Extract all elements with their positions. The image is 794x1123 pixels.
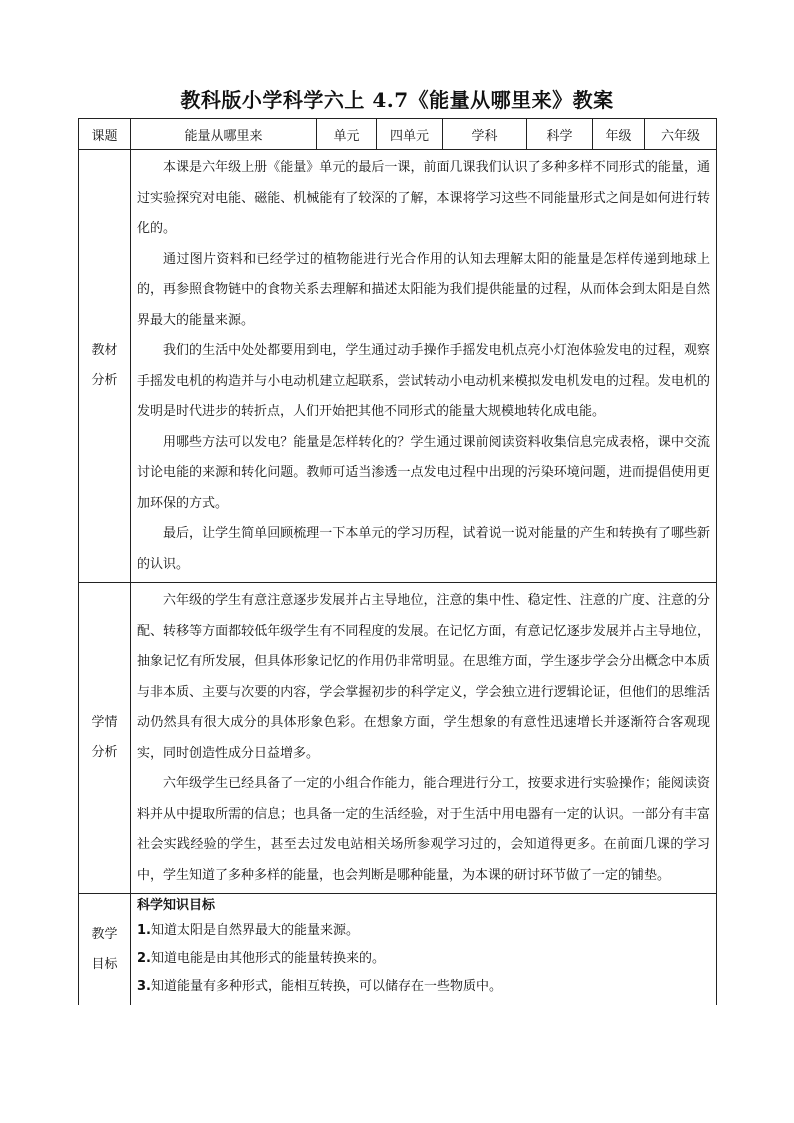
learner-analysis-row	[79, 583, 717, 894]
teaching-goals-content	[131, 894, 717, 1006]
paragraph: 六年级学生已经具备了一定的小组合作能力，能合理进行分工，按要求进行实验操作；能阅读资料并从中提取所需的信息；也具备一定的生活经验，对于生活中用电器有一定的认识。一部分有丰富社会实践经验的学生，甚至去过发电站相关场所参观学习过的，会知道得更多。在前面几课的学习中，学生知道了多种多样的能量，也会判断是哪种能量，为本课的研讨环节做了一定的铺垫。	[137, 776, 710, 883]
teaching-goals-label-line2: 目标	[91, 956, 118, 972]
paragraph: 通过图片资料和已经学过的植物能进行光合作用的认知去理解太阳的能量是怎样传递到地球上的，再参照食物链中的食物关系去理解和描述太阳能为我们提供能量的过程，从而体会到太阳是自然界最大的能量来源。	[137, 251, 710, 328]
teaching-goals-label-line1: 教学	[91, 926, 118, 942]
paragraph: 六年级的学生有意注意逐步发展并占主导地位，注意的集中性、稳定性、注意的广度、注意的分配、转移等方面都较低年级学生有不同程度的发展。在记忆方面，有意记忆逐步发展并占主导地位，抽象记忆有所发展，但具体形象记忆的作用仍非常明显。在思维方面，学生逐步学会分出概念中本质与非本质、主要与次要的内容，学会掌握初步的科学定义，学会独立进行逻辑论证，但他们的思维活动仍然具有很大成分的具体形象色彩。在想象方面，学生想象的有意性迅速增长并逐渐符合客观现实，同时创造性成分日益增多。	[137, 593, 710, 761]
goal-item	[137, 945, 710, 973]
goals-subheading: 科学知识目标	[137, 898, 216, 913]
topic-value: 能量从哪里来	[131, 119, 317, 150]
teaching-goals-label	[79, 894, 131, 1006]
textbook-analysis-content	[131, 150, 717, 583]
paragraph: 用哪些方法可以发电？能量是怎样转化的？学生通过课前阅读资料收集信息完成表格，课中交流讨论电能的来源和转化问题。教师可适当渗透一点发电过程中出现的污染环境问题，进而提倡使用更加环保的方式。	[137, 434, 710, 511]
goal-item	[137, 973, 710, 1001]
paragraph: 我们的生活中处处都要用到电，学生通过动手操作手摇发电机点亮小灯泡体验发电的过程，观察手摇发电机的构造并与小电动机建立起联系，尝试转动小电动机来模拟发电机发电的过程。发电机的发明是时代进步的转折点，人们开始把其他不同形式的能量大规模地转化成电能。	[137, 343, 710, 419]
subject-label: 学科	[443, 119, 527, 150]
learner-analysis-label	[79, 583, 131, 894]
unit-label: 单元	[317, 119, 377, 150]
teaching-goals-row	[79, 894, 717, 1006]
learner-analysis-content	[131, 583, 717, 894]
learner-analysis-label-line1: 学情	[91, 715, 118, 730]
topic-label: 课题	[79, 119, 131, 150]
goal-text: 知道太阳是自然界最大的能量来源。	[150, 923, 359, 938]
unit-value: 四单元	[377, 119, 443, 150]
goal-number: 2.	[137, 951, 151, 966]
subject-value: 科学	[527, 119, 593, 150]
textbook-analysis-row	[79, 150, 717, 583]
textbook-analysis-label-line2: 分析	[91, 373, 118, 388]
document-title: 教科版小学科学六上 4.7《能量从哪里来》教案	[180, 88, 614, 112]
header-row	[79, 119, 717, 150]
textbook-analysis-label-line1: 教材	[91, 343, 118, 358]
learner-analysis-label-line2: 分析	[91, 745, 118, 760]
goal-item	[137, 917, 710, 945]
paragraph: 本课是六年级上册《能量》单元的最后一课，前面几课我们认识了多种多样不同形式的能量，通过实验探究对电能、磁能、机械能有了较深的了解，本课将学习这些不同能量形式之间是如何进行转化的。	[137, 160, 710, 236]
lesson-plan-table	[78, 118, 717, 1005]
goal-number: 3.	[137, 979, 151, 994]
goal-number: 1.	[137, 923, 151, 938]
textbook-analysis-label	[79, 150, 131, 583]
grade-value: 六年级	[645, 119, 717, 150]
grade-label: 年级	[593, 119, 645, 150]
paragraph: 最后，让学生简单回顾梳理一下本单元的学习历程，试着说一说对能量的产生和转换有了哪些新的认识。	[137, 526, 710, 572]
goal-text: 知道能量有多种形式，能相互转换，可以储存在一些物质中。	[150, 979, 502, 994]
goal-text: 知道电能是由其他形式的能量转换来的。	[150, 951, 385, 966]
